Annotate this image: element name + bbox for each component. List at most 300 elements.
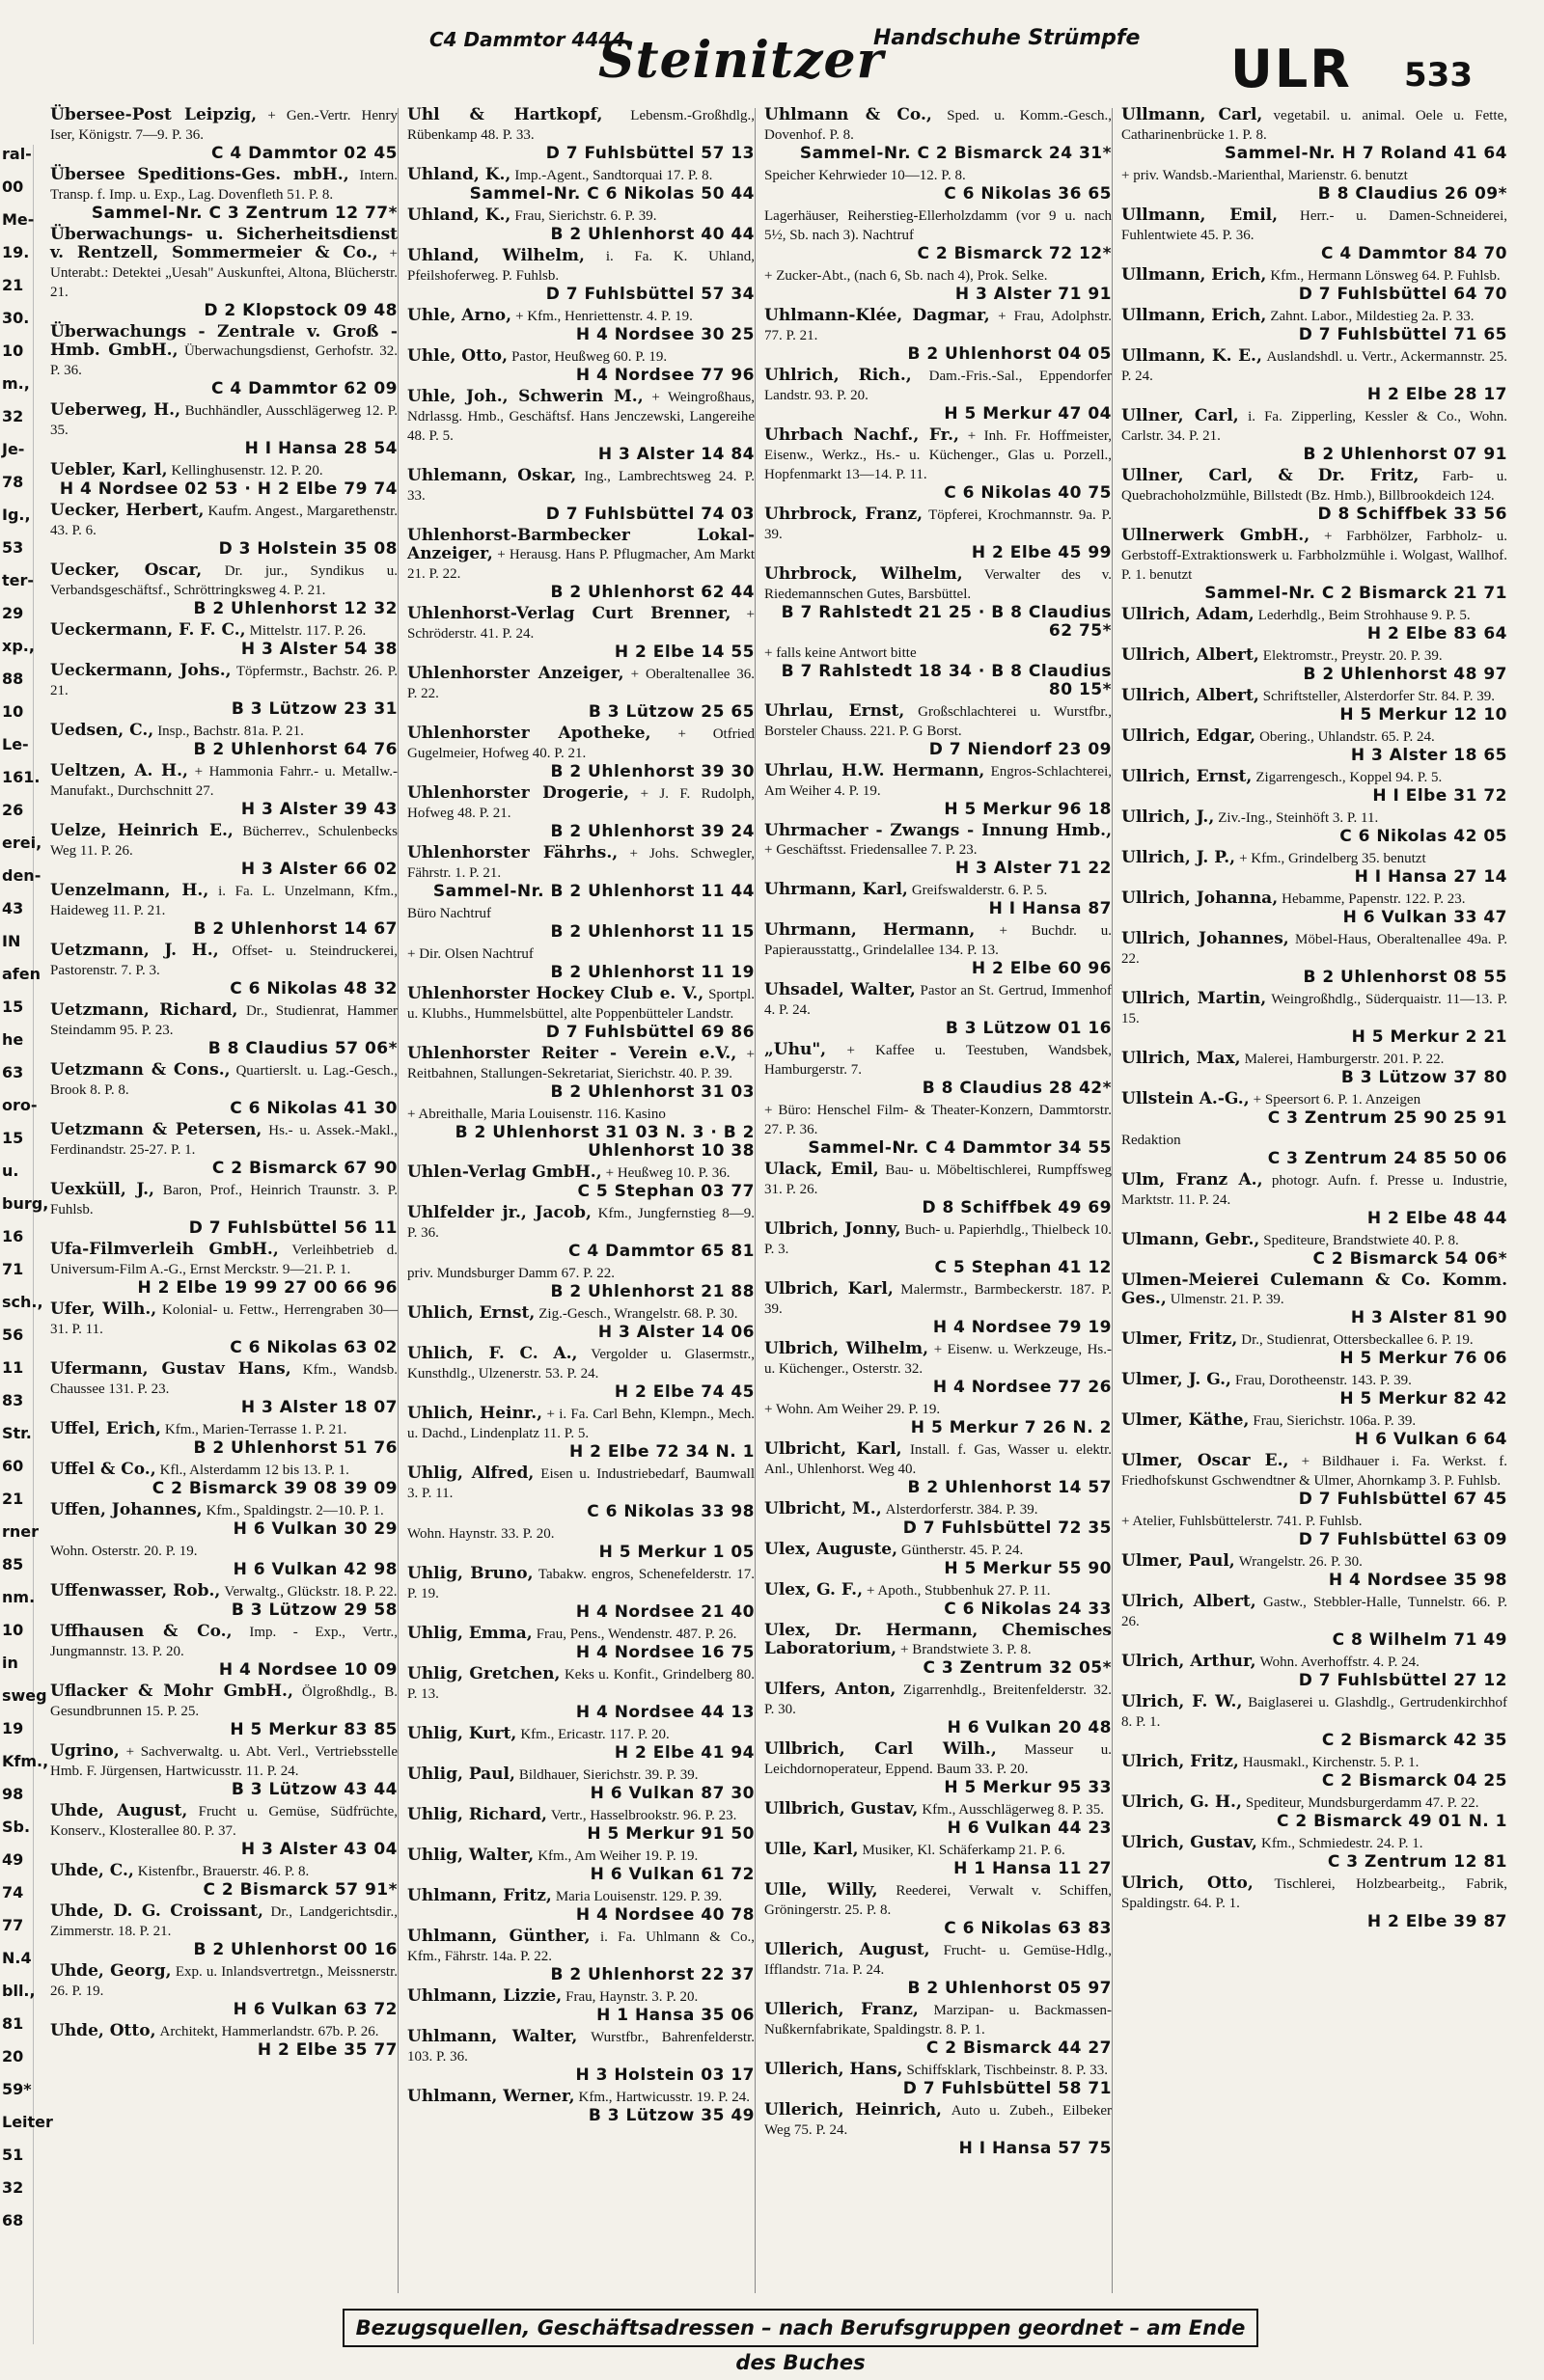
directory-entry <box>1121 1653 1507 1690</box>
directory-entry <box>50 621 398 659</box>
entry-name: Uhlmann, Walter, <box>407 2027 578 2046</box>
strip-fragment: 74 <box>2 1883 24 1901</box>
entry-name: Ulmer, Fritz, <box>1121 1329 1238 1349</box>
directory-entry <box>50 1682 398 1739</box>
entry-name: Uffel & Co., <box>50 1460 156 1479</box>
strip-fragment: 16 <box>2 1227 24 1245</box>
strip-fragment: in <box>2 1654 18 1672</box>
entry-phone: B 2 Uhlenhorst 05 97 <box>907 1979 1112 1998</box>
entry-detail: + Zucker-Abt., (nach 6, Sb. nach 4), Prok. Selke. <box>764 268 1048 284</box>
directory-entry <box>764 1941 1112 1998</box>
strip-fragment: Me- <box>2 210 35 229</box>
entry-detail: Dr., Studienrat, Ottersbeckallee 6. P. 19. <box>1241 1332 1474 1348</box>
entry-phone: C 2 Bismarck 39 08 39 09 <box>152 1479 398 1498</box>
entry-phone: B 7 Rahlstedt 18 34 · B 8 Claudius 80 15* <box>781 662 1112 699</box>
column-divider <box>755 108 756 2293</box>
entry-name: Ullmann, K. E., <box>1121 346 1262 366</box>
strip-fragment: 20 <box>2 2047 24 2065</box>
entry-name: Uhlmann, Werner, <box>407 2087 575 2106</box>
entry-detail: Malerei, Hamburgerstr. 201. P. 22. <box>1244 1052 1445 1067</box>
entry-phone: H 4 Nordsee 79 19 <box>932 1318 1112 1337</box>
strip-fragment: 51 <box>2 2146 24 2164</box>
entry-phone: H 2 Elbe 74 45 <box>614 1382 755 1402</box>
entry-detail: Kaufm. Angest., Margarethenstr. 43. P. 6. <box>50 504 398 538</box>
entry-detail: Greifswalderstr. 6. P. 5. <box>911 883 1048 898</box>
entry-name: Ullerich, Hans, <box>764 2060 903 2079</box>
entry-detail: Frau, Sierichstr. 106a. P. 39. <box>1253 1413 1417 1429</box>
directory-entry <box>407 784 755 841</box>
directory-entry <box>1121 1693 1507 1750</box>
entry-phone: Sammel-Nr. H 7 Roland 41 64 <box>1224 144 1507 163</box>
directory-entry <box>407 665 755 722</box>
entry-detail: vegetabil. u. animal. Oele u. Fette, Catharinenbrücke 1. P. 8. <box>1121 108 1507 143</box>
entry-phone: Sammel-Nr. C 3 Zentrum 12 77* <box>91 204 398 223</box>
directory-entry <box>50 722 398 759</box>
entry-name: Ullnerwerk GmbH., <box>1121 526 1310 545</box>
entry-phone: H 5 Merkur 12 10 <box>1339 705 1507 725</box>
footer-note: Bezugsquellen, Geschäftsadressen – nach Berufsgruppen geordnet – am Ende des Buches <box>343 2309 1258 2347</box>
header-ad-products: Handschuhe Strümpfe <box>873 26 1141 50</box>
entry-detail: + i. Fa. Carl Behn, Klempn., Mech. u. Dachd., Lindenplatz 11. P. 5. <box>407 1407 756 1441</box>
entry-name: Ullstein A.-G., <box>1121 1089 1250 1108</box>
strip-fragment: 21 <box>2 1490 24 1508</box>
entry-detail: i. Fa. K. Uhland, Pfeilshoferweg. P. Fuhlsb. <box>407 249 755 284</box>
entry-name: Ullrich, J., <box>1121 807 1215 827</box>
entry-phone: Sammel-Nr. C 2 Bismarck 21 71 <box>1204 584 1507 603</box>
entry-detail: + Dir. Olsen Nachtruf <box>407 946 534 962</box>
directory-entry <box>1121 1231 1507 1269</box>
entry-name: Uhlenhorster Anzeiger, <box>407 664 624 683</box>
entry-detail: Frucht- u. Gemüse-Hdlg., Ifflandstr. 71a. P. 24. <box>764 1943 1113 1978</box>
entry-name: Uhlig, Emma, <box>407 1624 533 1643</box>
entry-name: Ulbrich, Karl, <box>764 1279 894 1299</box>
directory-entry <box>407 1464 755 1521</box>
directory-entry <box>764 981 1112 1038</box>
directory-entry <box>764 702 1112 759</box>
entry-phone: H 2 Elbe 28 17 <box>1366 385 1507 404</box>
strip-fragment: rner <box>2 1522 40 1541</box>
entry-phone: H 4 Nordsee 40 78 <box>575 1905 755 1925</box>
entry-phone: B 2 Uhlenhorst 21 88 <box>550 1282 755 1301</box>
entry-phone: C 4 Dammtor 84 70 <box>1321 244 1507 263</box>
strip-fragment: 49 <box>2 1850 24 1869</box>
entry-name: Ullrich, Edgar, <box>1121 726 1256 746</box>
directory-entry <box>764 206 1112 263</box>
entry-detail: Malermstr., Barmbeckerstr. 187. P. 39. <box>764 1282 1112 1317</box>
directory-entry <box>50 323 398 398</box>
entry-phone: B 2 Uhlenhorst 31 03 <box>550 1082 755 1102</box>
entry-name: Uhland, K., <box>407 165 511 184</box>
entry-phone: C 2 Bismarck 57 91* <box>203 1880 398 1900</box>
directory-entry <box>407 1928 755 1984</box>
entry-phone: D 7 Fuhlsbüttel 58 71 <box>902 2079 1112 2098</box>
directory-entry <box>764 2001 1112 2058</box>
entry-detail: Alsterdorferstr. 384. P. 39. <box>885 1502 1038 1518</box>
directory-entry <box>407 1345 755 1402</box>
entry-phone: B 7 Rahlstedt 21 25 · B 8 Claudius 62 75* <box>781 603 1112 641</box>
entry-detail: Schiffsklark, Tischbeinstr. 8. P. 33. <box>906 2063 1108 2078</box>
directory-entry <box>407 725 755 781</box>
entry-name: Uhlig, Richard, <box>407 1805 547 1824</box>
strip-fragment: afen <box>2 965 41 983</box>
directory-entry <box>407 1987 755 2025</box>
entry-phone: D 7 Fuhlsbüttel 71 65 <box>1298 325 1507 344</box>
entry-name: Uhlig, Paul, <box>407 1764 515 1784</box>
entry-detail: Dr., Studienrat, Hammer Steindamm 95. P. 23. <box>50 1003 399 1038</box>
entry-phone: C 2 Bismarck 42 35 <box>1321 1731 1507 1750</box>
directory-entry <box>1121 889 1507 927</box>
entry-detail: Kistenfbr., Brauerstr. 46. P. 8. <box>137 1864 310 1879</box>
strip-fragment: bll., <box>2 1982 36 2000</box>
entry-detail: Insp., Bachstr. 81a. P. 21. <box>157 724 304 739</box>
strip-fragment: 21 <box>2 276 24 294</box>
entry-detail: Lagerhäuser, Reiherstieg-Ellerholzdamm (vor 9 u. nach 5½, Sb. nach 3). Nachtruf <box>764 208 1112 243</box>
entry-detail: Musiker, Kl. Schäferkamp 21. P. 6. <box>862 1843 1065 1858</box>
entry-detail: Baiglaserei u. Glashdlg., Gertrudenkirchhof 8. P. 1. <box>1121 1695 1507 1730</box>
entry-name: Uhde, Georg, <box>50 1961 172 1981</box>
directory-entry <box>1121 1552 1507 1590</box>
entry-detail: + Schröderstr. 41. P. 24. <box>407 607 755 642</box>
entry-name: Ulex, G. F., <box>764 1580 864 1600</box>
entry-phone: B 3 Lützow 29 58 <box>231 1600 398 1620</box>
entry-name: Uhlrich, Rich., <box>764 366 912 385</box>
strip-fragment: xp., <box>2 637 35 655</box>
entry-name: Ulrich, Fritz, <box>1121 1752 1239 1771</box>
entry-name: Uelze, Heinrich E., <box>50 821 234 840</box>
entry-phone: H I Hansa 87 <box>988 899 1112 918</box>
directory-entry <box>764 506 1112 562</box>
entry-phone: B 3 Lützow 23 31 <box>231 699 398 719</box>
entry-detail: + Herausg. Hans P. Pflugmacher, Am Markt 21. P. 22. <box>407 547 756 582</box>
strip-fragment: Je- <box>2 440 25 458</box>
entry-phone: H 1 Hansa 11 27 <box>953 1859 1112 1878</box>
strip-fragment: 11 <box>2 1358 24 1377</box>
directory-entry <box>1121 1834 1507 1872</box>
directory-entry <box>50 1802 398 1859</box>
entry-name: Ulmer, Paul, <box>1121 1551 1235 1571</box>
entry-detail: + Farbhölzer, Farbholz- u. Gerbstoff-Extraktionswerk u. Farbholzmühle i. Wolgast, Wallhof. P. 1. benutzt <box>1121 529 1508 583</box>
directory-entry <box>764 565 1112 641</box>
directory-entry <box>407 1565 755 1622</box>
entry-name: Ullmann, Carl, <box>1121 105 1263 124</box>
entry-detail: photogr. Aufn. f. Presse u. Industrie, Marktstr. 11. P. 24. <box>1121 1173 1508 1208</box>
strip-fragment: sweg <box>2 1686 47 1705</box>
entry-phone: H 2 Elbe 60 96 <box>971 959 1112 978</box>
directory-entry <box>1121 1512 1507 1549</box>
entry-phone: B 3 Lützow 37 80 <box>1340 1068 1507 1087</box>
column-divider <box>1112 108 1113 2293</box>
directory-entry <box>764 266 1112 304</box>
directory-entry <box>407 106 755 163</box>
entry-phone: H I Hansa 57 75 <box>958 2139 1112 2158</box>
entry-name: Uhde, D. G. Croissant, <box>50 1901 263 1921</box>
entry-phone: D 8 Schiffbek 33 56 <box>1317 505 1507 524</box>
directory-entry <box>1121 106 1507 163</box>
directory-entry <box>1121 1090 1507 1128</box>
strip-fragment: IN <box>2 932 21 950</box>
entry-phone: D 7 Fuhlsbüttel 69 86 <box>545 1023 755 1042</box>
entry-phone: H 2 Elbe 48 44 <box>1366 1209 1507 1228</box>
directory-entry <box>1121 1753 1507 1791</box>
entry-detail: + Kfm., Grindelberg 35. benutzt <box>1239 851 1426 866</box>
entry-phone: B 3 Lützow 25 65 <box>588 702 755 722</box>
directory-entry <box>764 921 1112 978</box>
strip-fragment: 15 <box>2 1129 24 1147</box>
directory-entry <box>407 206 755 244</box>
entry-phone: D 7 Fuhlsbüttel 64 70 <box>1298 285 1507 304</box>
directory-entry <box>764 1541 1112 1578</box>
entry-detail: Frau, Sierichstr. 6. P. 39. <box>514 208 657 224</box>
entry-detail: Kellinghusenstr. 12. P. 20. <box>171 463 323 479</box>
entry-name: Ulack, Emil, <box>764 1160 879 1179</box>
entry-name: Ullrich, Johannes, <box>1121 929 1289 948</box>
entry-detail: i. Fa. Uhlmann & Co., Kfm., Fährstr. 14a. P. 22. <box>407 1929 755 1964</box>
entry-detail: + Kaffee u. Teestuben, Wandsbek, Hamburgerstr. 7. <box>764 1043 1112 1078</box>
entry-phone: D 8 Schiffbek 49 69 <box>922 1198 1112 1217</box>
entry-phone: H 5 Merkur 96 18 <box>944 800 1112 819</box>
strip-fragment: 60 <box>2 1457 24 1475</box>
strip-fragment: 85 <box>2 1555 24 1573</box>
directory-entry <box>50 1241 398 1298</box>
entry-name: Ulfers, Anton, <box>764 1680 896 1699</box>
strip-fragment: 77 <box>2 1916 24 1934</box>
entry-detail: + Apoth., Stubbenhuk 27. P. 11. <box>867 1583 1051 1599</box>
entry-phone: H 3 Alster 71 91 <box>954 285 1112 304</box>
entry-name: Uhlenhorster Drogerie, <box>407 783 630 803</box>
strip-fragment: 81 <box>2 2014 24 2033</box>
directory-entry <box>1121 1131 1507 1168</box>
entry-phone: H 4 Nordsee 77 96 <box>575 366 755 385</box>
entry-phone: H 5 Merkur 55 90 <box>944 1559 1112 1578</box>
entry-detail: Kfm., Hermann Lönsweg 64. P. Fuhlsb. <box>1270 268 1501 284</box>
entry-detail: Hs.- u. Assek.-Makl., Ferdinandstr. 25-27. P. 1. <box>50 1123 398 1158</box>
entry-phone: H 6 Vulkan 6 64 <box>1354 1430 1507 1449</box>
entry-phone: C 3 Zentrum 32 05* <box>923 1658 1112 1678</box>
entry-detail: priv. Mundsburger Damm 67. P. 22. <box>407 1266 615 1281</box>
entry-detail: Dr. jur., Syndikus u. Verbandsgeschäftsf., Schröttringksweg 4. P. 21. <box>50 563 399 598</box>
entry-detail: Lederhdlg., Beim Strohhause 9. P. 5. <box>1257 608 1471 623</box>
strip-fragment: oro- <box>2 1096 38 1114</box>
entry-name: Ufa-Filmverleih GmbH., <box>50 1240 279 1259</box>
directory-entry <box>764 1622 1112 1678</box>
entry-name: Ulbricht, M., <box>764 1499 882 1518</box>
entry-name: Uhlig, Bruno, <box>407 1564 534 1583</box>
directory-entry <box>1121 1593 1507 1650</box>
entry-name: Uhlig, Walter, <box>407 1846 535 1865</box>
entry-name: Uhlich, Ernst, <box>407 1303 536 1323</box>
entry-detail: Masseur u. Leichdornoperateur, Eppend. Baum 33. P. 20. <box>764 1742 1113 1777</box>
entry-phone: H 6 Vulkan 44 23 <box>947 1819 1112 1838</box>
entry-name: Ueckermann, F. F. C., <box>50 620 246 640</box>
strip-fragment: 15 <box>2 998 24 1016</box>
strip-fragment: ter- <box>2 571 35 589</box>
entry-detail: Hebamme, Papenstr. 122. P. 23. <box>1282 891 1466 907</box>
entry-detail: Redaktion <box>1121 1133 1181 1148</box>
header-brand-logo: Steinitzer <box>598 31 884 90</box>
strip-fragment: 30. <box>2 309 30 327</box>
entry-name: Ulbrich, Jonny, <box>764 1219 901 1239</box>
entry-phone: H 5 Merkur 47 04 <box>944 404 1112 424</box>
directory-entry <box>764 1440 1112 1497</box>
directory-entry <box>50 226 398 320</box>
directory-column-4 <box>1121 106 1507 2296</box>
entry-detail: Farb- u. Quebrachoholzmühle, Billstedt (Bz. Hmb.), Billbrookdeich 124. <box>1121 469 1507 504</box>
entry-name: Ulrich, Gustav, <box>1121 1833 1257 1852</box>
strip-fragment: 29 <box>2 604 24 622</box>
entry-phone: D 7 Fuhlsbüttel 72 35 <box>902 1518 1112 1538</box>
entry-detail: + Hammonia Fahrr.- u. Metallw.-Manufakt., Durchschnitt 27. <box>50 764 398 799</box>
directory-entry <box>764 1740 1112 1797</box>
entry-name: Ulbrich, Wilhelm, <box>764 1339 929 1358</box>
directory-entry <box>50 401 398 458</box>
entry-phone: H I Hansa 27 14 <box>1354 867 1507 887</box>
entry-phone: H 3 Alster 54 38 <box>240 640 398 659</box>
entry-phone: C 6 Nikolas 36 65 <box>944 184 1112 204</box>
entry-phone: H I Elbe 31 72 <box>1372 786 1507 806</box>
entry-name: Uhland, Wilhelm, <box>407 246 585 265</box>
directory-entry <box>1121 407 1507 464</box>
strip-fragment: 78 <box>2 473 24 491</box>
entry-phone: H 2 Elbe 35 77 <box>257 2040 398 2060</box>
entry-phone: H 4 Nordsee 35 98 <box>1328 1571 1507 1590</box>
entry-name: Uhlenhorster Fährhs., <box>407 843 619 862</box>
entry-detail: + Brandstwiete 3. P. 8. <box>900 1642 1032 1657</box>
entry-phone: C 4 Dammtor 02 45 <box>211 144 398 163</box>
strip-fragment: 88 <box>2 670 24 688</box>
entry-name: Uffel, Erich, <box>50 1419 161 1438</box>
entry-detail: Auslandshdl. u. Vertr., Ackermannstr. 25. P. 24. <box>1121 349 1507 384</box>
strip-fragment: Leiter <box>2 2113 53 2131</box>
directory-entry <box>407 1045 755 1102</box>
entry-phone: H 2 Elbe 45 99 <box>971 543 1112 562</box>
directory-entry <box>407 307 755 344</box>
entry-name: Uhrmann, Hermann, <box>764 920 976 940</box>
entry-name: Ullrich, Martin, <box>1121 989 1267 1008</box>
strip-fragment: Le- <box>2 735 29 753</box>
entry-phone: H 6 Vulkan 42 98 <box>233 1560 398 1579</box>
strip-fragment: 68 <box>2 2211 24 2230</box>
entry-name: Uetzmann & Petersen, <box>50 1120 262 1139</box>
entry-phone: D 7 Fuhlsbüttel 67 45 <box>1298 1490 1507 1509</box>
page-number: 533 <box>1404 56 1473 95</box>
entry-detail: Wrangelstr. 26. P. 30. <box>1238 1554 1363 1570</box>
entry-detail: Wohn. Osterstr. 20. P. 19. <box>50 1544 198 1559</box>
entry-detail: + Oberaltenallee 36. P. 22. <box>407 667 755 701</box>
directory-entry <box>50 942 398 999</box>
entry-detail: Spediteure, Brandstwiete 40. P. 8. <box>1263 1233 1459 1248</box>
directory-entry <box>1121 467 1507 524</box>
entry-detail: + Buchdr. u. Papierausstattg., Grindelallee 134. P. 13. <box>764 923 1113 958</box>
entry-name: Ullmann, Erich, <box>1121 306 1267 325</box>
directory-entry <box>50 1902 398 1959</box>
directory-entry <box>1121 768 1507 806</box>
entry-name: Uetzmann, Richard, <box>50 1000 238 1020</box>
directory-entry <box>407 527 755 602</box>
entry-detail: Frau, Dorotheenstr. 143. P. 39. <box>1234 1373 1412 1388</box>
entry-name: Uhlenhorster Hockey Club e. V., <box>407 984 704 1003</box>
entry-name: Uhrbach Nachf., Fr., <box>764 425 959 445</box>
entry-phone: B 2 Uhlenhorst 12 32 <box>193 599 398 618</box>
entry-detail: Kfl., Alsterdamm 12 bis 13. P. 1. <box>159 1463 349 1478</box>
directory-entry <box>407 944 755 982</box>
entry-detail: Lebensm.-Großhdlg., Rübenkamp 48. P. 33. <box>407 108 756 143</box>
directory-entry <box>407 1304 755 1342</box>
entry-phone: B 2 Uhlenhorst 00 16 <box>193 1940 398 1959</box>
entry-detail: Wurstfbr., Bahrenfelderstr. 103. P. 36. <box>407 2030 755 2065</box>
directory-entry <box>764 1280 1112 1337</box>
entry-detail: Kfm., Jungfernstieg 8—9. P. 36. <box>407 1206 756 1241</box>
entry-detail: + Johs. Schwegler, Fährstr. 1. P. 21. <box>407 846 755 881</box>
entry-detail: Dam.-Fris.-Sal., Eppendorfer Landstr. 93. P. 20. <box>764 369 1113 403</box>
directory-entry <box>407 1625 755 1662</box>
strip-fragment: nm. <box>2 1588 36 1606</box>
entry-phone: H 4 Nordsee 77 26 <box>932 1378 1112 1397</box>
strip-fragment: 00 <box>2 178 24 196</box>
directory-entry <box>50 1121 398 1178</box>
entry-phone: H 3 Alster 81 90 <box>1350 1308 1507 1327</box>
entry-name: Ullmann, Erich, <box>1121 265 1267 285</box>
entry-detail: Frau, Haynstr. 3. P. 20. <box>565 1989 699 2005</box>
entry-phone: H 5 Merkur 82 42 <box>1339 1389 1507 1409</box>
directory-entry <box>1121 347 1507 404</box>
entry-detail: Ziv.-Ing., Steinhöft 3. P. 11. <box>1218 810 1379 826</box>
entry-phone: H 3 Alster 39 43 <box>240 800 398 819</box>
directory-entry <box>50 1582 398 1620</box>
directory-entry <box>1121 687 1507 725</box>
entry-name: Uhlenhorst-Verlag Curt Brenner, <box>407 604 731 623</box>
strip-fragment: 43 <box>2 899 24 917</box>
entry-detail: + Inh. Fr. Hoffmeister, Eisenw., Werkz., Hs.- u. Küchenger., Glas u. Porzell., Hopfenmarkt 13—14. P. 11. <box>764 428 1113 482</box>
directory-entry <box>407 1405 755 1462</box>
strip-fragment: Sb. <box>2 1818 31 1836</box>
strip-fragment: 98 <box>2 1785 24 1803</box>
directory-entry <box>764 166 1112 204</box>
directory-entry <box>1121 1452 1507 1509</box>
entry-detail: Imp. - Exp., Vertr., Jungmannstr. 13. P. 20. <box>50 1625 398 1659</box>
directory-entry <box>50 461 398 499</box>
directory-entry <box>764 1581 1112 1619</box>
entry-detail: + Kfm., Henriettenstr. 4. P. 19. <box>515 309 693 324</box>
directory-entry <box>1121 206 1507 263</box>
directory-entry <box>50 762 398 819</box>
entry-name: Uflacker & Mohr GmbH., <box>50 1682 293 1701</box>
entry-phone: H 2 Elbe 72 34 N. 1 <box>568 1442 755 1462</box>
directory-entry <box>407 904 755 942</box>
directory-entry <box>1121 1050 1507 1087</box>
directory-entry <box>407 844 755 901</box>
entry-detail: Frau, Pens., Wendenstr. 487. P. 26. <box>536 1627 737 1642</box>
entry-phone: D 7 Fuhlsbüttel 27 12 <box>1298 1671 1507 1690</box>
directory-column-1 <box>50 106 398 2296</box>
entry-phone: D 7 Fuhlsbüttel 63 09 <box>1298 1530 1507 1549</box>
entry-phone: H I Hansa 28 54 <box>244 439 398 458</box>
entry-detail: + falls keine Antwort bitte <box>764 645 917 661</box>
directory-entry <box>407 1806 755 1844</box>
directory-entry <box>1121 990 1507 1047</box>
entry-phone: B 8 Claudius 28 42* <box>922 1079 1112 1098</box>
strip-fragment: 26 <box>2 801 24 819</box>
entry-phone: H 6 Vulkan 61 72 <box>590 1865 755 1884</box>
entry-phone: H 2 Elbe 41 94 <box>614 1743 755 1763</box>
entry-phone: C 4 Dammtor 62 09 <box>211 379 398 398</box>
entry-phone: H 4 Nordsee 30 25 <box>575 325 755 344</box>
header-ad-phone: C4 Dammtor 4444 <box>429 28 626 51</box>
entry-phone: H 4 Nordsee 16 75 <box>575 1643 755 1662</box>
entry-detail: Ing., Lambrechtsweg 24. P. 33. <box>407 469 756 504</box>
entry-name: Ullrich, Adam, <box>1121 605 1254 624</box>
entry-name: Uecker, Herbert, <box>50 501 205 520</box>
entry-detail: Töpferei, Krochmannstr. 9a. P. 39. <box>764 507 1112 542</box>
